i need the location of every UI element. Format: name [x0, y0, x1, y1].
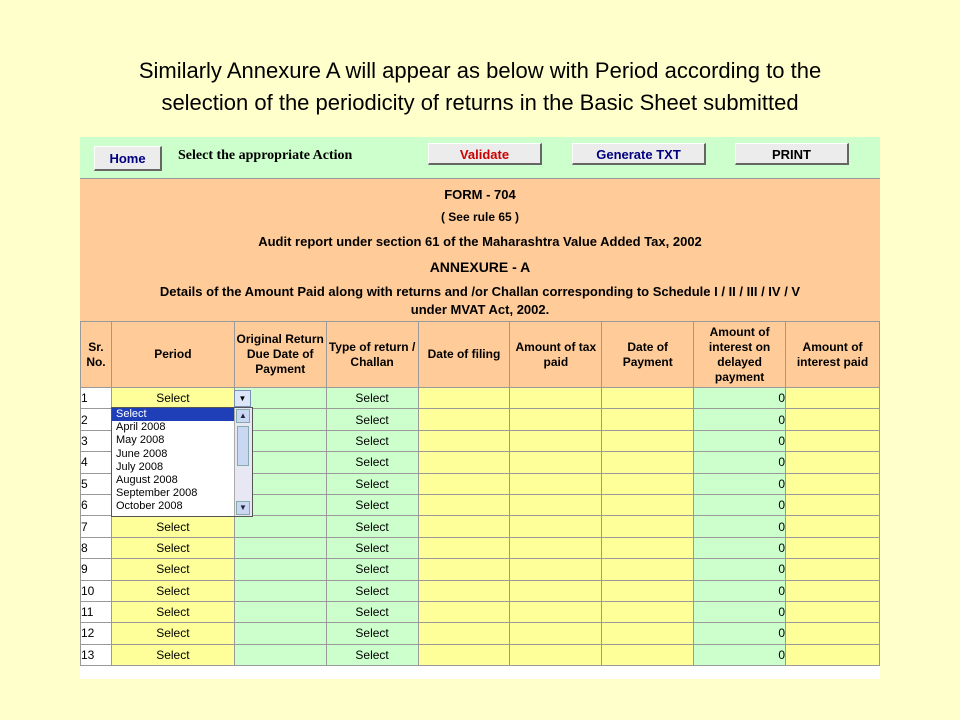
- cell-tax-paid[interactable]: [510, 623, 602, 644]
- cell-type-select[interactable]: Select: [326, 559, 418, 580]
- details-text: [80, 283, 880, 319]
- cell-type-select[interactable]: Select: [326, 644, 418, 665]
- cell-original-due-date[interactable]: [234, 644, 326, 665]
- table-row: [81, 580, 880, 601]
- cell-date-filing[interactable]: [418, 388, 510, 409]
- cell-interest-paid[interactable]: [786, 388, 880, 409]
- cell-sr-no: 4: [81, 452, 112, 473]
- cell-type-select[interactable]: Select: [326, 430, 418, 451]
- annexure-title: ANNEXURE - A: [429, 259, 531, 275]
- cell-period-select[interactable]: Select: [111, 601, 234, 622]
- details-line-2: under MVAT Act, 2002.: [410, 302, 550, 317]
- cell-original-due-date[interactable]: [234, 537, 326, 558]
- cell-period-select[interactable]: Select: [111, 580, 234, 601]
- cell-period-select[interactable]: Select: [111, 537, 234, 558]
- dropdown-scrollbar[interactable]: [234, 408, 252, 516]
- cell-tax-paid[interactable]: [510, 516, 602, 537]
- cell-original-due-date[interactable]: [234, 601, 326, 622]
- dropdown-option[interactable]: Select: [112, 408, 234, 421]
- cell-sr-no: 9: [81, 559, 112, 580]
- cell-date-payment[interactable]: [602, 473, 694, 494]
- cell-tax-paid[interactable]: [510, 430, 602, 451]
- cell-date-filing[interactable]: [418, 623, 510, 644]
- cell-interest-paid[interactable]: [786, 516, 880, 537]
- cell-date-payment[interactable]: [602, 430, 694, 451]
- col-header-interest-paid: Amount of interest paid: [786, 322, 880, 388]
- cell-tax-paid[interactable]: [510, 601, 602, 622]
- cell-date-payment[interactable]: [602, 516, 694, 537]
- scroll-down-icon[interactable]: ▼: [236, 501, 250, 515]
- cell-date-filing[interactable]: [418, 473, 510, 494]
- dropdown-option[interactable]: August 2008: [116, 473, 178, 486]
- action-label: Select the appropriate Action: [178, 148, 353, 163]
- cell-tax-paid[interactable]: [510, 559, 602, 580]
- col-header-tax-paid: Amount of tax paid: [510, 322, 602, 388]
- cell-sr-no: 3: [81, 430, 112, 451]
- cell-tax-paid[interactable]: [510, 494, 602, 515]
- cell-type-select[interactable]: Select: [326, 623, 418, 644]
- cell-interest-paid[interactable]: [786, 623, 880, 644]
- cell-interest-delayed: 0: [694, 430, 786, 451]
- scroll-up-icon[interactable]: ▲: [236, 409, 250, 423]
- cell-interest-paid[interactable]: [786, 452, 880, 473]
- slide-title-line-1: Similarly Annexure A will appear as below with Period according to the: [138, 58, 822, 83]
- cell-interest-paid[interactable]: [786, 409, 880, 430]
- cell-period-select[interactable]: Select: [111, 644, 234, 665]
- cell-interest-paid[interactable]: [786, 494, 880, 515]
- cell-type-select[interactable]: Select: [326, 601, 418, 622]
- cell-date-payment[interactable]: [602, 388, 694, 409]
- cell-type-select[interactable]: Select: [326, 516, 418, 537]
- form-number: FORM - 704: [444, 187, 516, 202]
- cell-period-select[interactable]: Select: [111, 559, 234, 580]
- cell-period-select[interactable]: Select: [111, 388, 234, 409]
- col-header-date-payment: Date of Payment: [602, 322, 694, 388]
- cell-sr-no: 7: [81, 516, 112, 537]
- cell-type-select[interactable]: Select: [326, 409, 418, 430]
- cell-date-payment[interactable]: [602, 409, 694, 430]
- cell-original-due-date[interactable]: [234, 559, 326, 580]
- dropdown-option[interactable]: June 2008: [116, 447, 168, 460]
- cell-tax-paid[interactable]: [510, 580, 602, 601]
- cell-original-due-date[interactable]: [234, 516, 326, 537]
- col-header-date-filing: Date of filing: [418, 322, 510, 388]
- cell-date-filing[interactable]: [418, 537, 510, 558]
- cell-date-payment[interactable]: [602, 494, 694, 515]
- cell-interest-paid[interactable]: [786, 580, 880, 601]
- cell-interest-paid[interactable]: [786, 644, 880, 665]
- cell-type-select[interactable]: Select: [326, 537, 418, 558]
- cell-interest-paid[interactable]: [786, 537, 880, 558]
- dropdown-option[interactable]: April 2008: [116, 421, 166, 434]
- scroll-thumb[interactable]: [237, 426, 249, 466]
- table-row: [81, 388, 880, 409]
- cell-type-select[interactable]: Select: [326, 473, 418, 494]
- dropdown-option[interactable]: May 2008: [116, 434, 165, 447]
- dropdown-arrow-icon[interactable]: ▼: [234, 390, 251, 407]
- cell-type-select[interactable]: Select: [326, 580, 418, 601]
- cell-period-select[interactable]: Select: [111, 516, 234, 537]
- cell-tax-paid[interactable]: [510, 473, 602, 494]
- cell-original-due-date[interactable]: [234, 580, 326, 601]
- cell-date-filing[interactable]: [418, 494, 510, 515]
- cell-sr-no: 2: [81, 409, 112, 430]
- cell-type-select[interactable]: Select: [326, 494, 418, 515]
- cell-interest-delayed: 0: [694, 580, 786, 601]
- details-line-1: Details of the Amount Paid along with returns and /or Challan corresponding to Schedule I / II / III / IV / V: [159, 284, 801, 299]
- cell-date-payment[interactable]: [602, 537, 694, 558]
- validate-button[interactable]: Validate: [428, 143, 542, 165]
- dropdown-option[interactable]: October 2008: [116, 500, 183, 513]
- cell-interest-paid[interactable]: [786, 430, 880, 451]
- cell-interest-paid[interactable]: [786, 601, 880, 622]
- col-header-type: Type of return / Challan: [326, 322, 418, 388]
- cell-type-select[interactable]: Select: [326, 452, 418, 473]
- period-dropdown-list[interactable]: [111, 407, 253, 517]
- cell-date-payment[interactable]: [602, 623, 694, 644]
- cell-date-filing[interactable]: [418, 580, 510, 601]
- dropdown-option[interactable]: September 2008: [116, 487, 198, 500]
- cell-interest-delayed: 0: [694, 409, 786, 430]
- table-row: [81, 516, 880, 537]
- cell-date-payment[interactable]: [602, 601, 694, 622]
- table-header-row: [81, 322, 880, 388]
- cell-sr-no: 10: [81, 580, 112, 601]
- cell-sr-no: 5: [81, 473, 112, 494]
- col-header-sr-no: Sr. No.: [81, 322, 112, 388]
- cell-interest-delayed: 0: [694, 452, 786, 473]
- cell-interest-delayed: 0: [694, 644, 786, 665]
- slide-title: [0, 55, 960, 119]
- cell-tax-paid[interactable]: [510, 452, 602, 473]
- cell-date-filing[interactable]: [418, 430, 510, 451]
- cell-date-payment[interactable]: [602, 559, 694, 580]
- cell-sr-no: 12: [81, 623, 112, 644]
- cell-interest-paid[interactable]: [786, 473, 880, 494]
- cell-sr-no: 13: [81, 644, 112, 665]
- cell-date-filing[interactable]: [418, 601, 510, 622]
- cell-date-filing[interactable]: [418, 516, 510, 537]
- home-button[interactable]: Home: [94, 146, 162, 171]
- cell-date-filing[interactable]: [418, 409, 510, 430]
- table-row: [81, 559, 880, 580]
- spreadsheet-window: [80, 137, 880, 679]
- col-header-original-due-date: Original Return Due Date of Payment: [234, 322, 326, 388]
- cell-type-select[interactable]: Select: [326, 388, 418, 409]
- cell-tax-paid[interactable]: [510, 409, 602, 430]
- cell-tax-paid[interactable]: [510, 388, 602, 409]
- form-rule: ( See rule 65 ): [440, 210, 520, 224]
- cell-interest-delayed: 0: [694, 516, 786, 537]
- cell-sr-no: 6: [81, 494, 112, 515]
- cell-date-payment[interactable]: [602, 580, 694, 601]
- cell-tax-paid[interactable]: [510, 537, 602, 558]
- print-button[interactable]: PRINT: [735, 143, 849, 165]
- audit-title: Audit report under section 61 of the Maharashtra Value Added Tax, 2002: [258, 234, 702, 249]
- action-toolbar: [80, 137, 880, 178]
- cell-interest-delayed: 0: [694, 559, 786, 580]
- cell-date-payment[interactable]: [602, 452, 694, 473]
- cell-period-select[interactable]: Select: [111, 623, 234, 644]
- table-row: [81, 623, 880, 644]
- table-row: [81, 644, 880, 665]
- cell-interest-delayed: 0: [694, 494, 786, 515]
- col-header-period: Period: [111, 322, 234, 388]
- cell-original-due-date[interactable]: [234, 623, 326, 644]
- cell-interest-delayed: 0: [694, 623, 786, 644]
- generate-txt-button[interactable]: Generate TXT: [572, 143, 706, 165]
- dropdown-option[interactable]: July 2008: [116, 460, 164, 473]
- table-row: [81, 537, 880, 558]
- cell-interest-delayed: 0: [694, 388, 786, 409]
- cell-sr-no: 8: [81, 537, 112, 558]
- cell-date-filing[interactable]: [418, 559, 510, 580]
- slide-title-line-2: selection of the periodicity of returns in the Basic Sheet submitted: [161, 90, 799, 115]
- cell-interest-delayed: 0: [694, 601, 786, 622]
- cell-date-filing[interactable]: [418, 644, 510, 665]
- cell-tax-paid[interactable]: [510, 644, 602, 665]
- cell-date-filing[interactable]: [418, 452, 510, 473]
- cell-date-payment[interactable]: [602, 644, 694, 665]
- cell-sr-no: 11: [81, 601, 112, 622]
- cell-interest-delayed: 0: [694, 473, 786, 494]
- cell-interest-delayed: 0: [694, 537, 786, 558]
- cell-interest-paid[interactable]: [786, 559, 880, 580]
- cell-sr-no: 1: [81, 388, 112, 409]
- col-header-interest-delayed: Amount of interest on delayed payment: [694, 322, 786, 388]
- table-row: [81, 601, 880, 622]
